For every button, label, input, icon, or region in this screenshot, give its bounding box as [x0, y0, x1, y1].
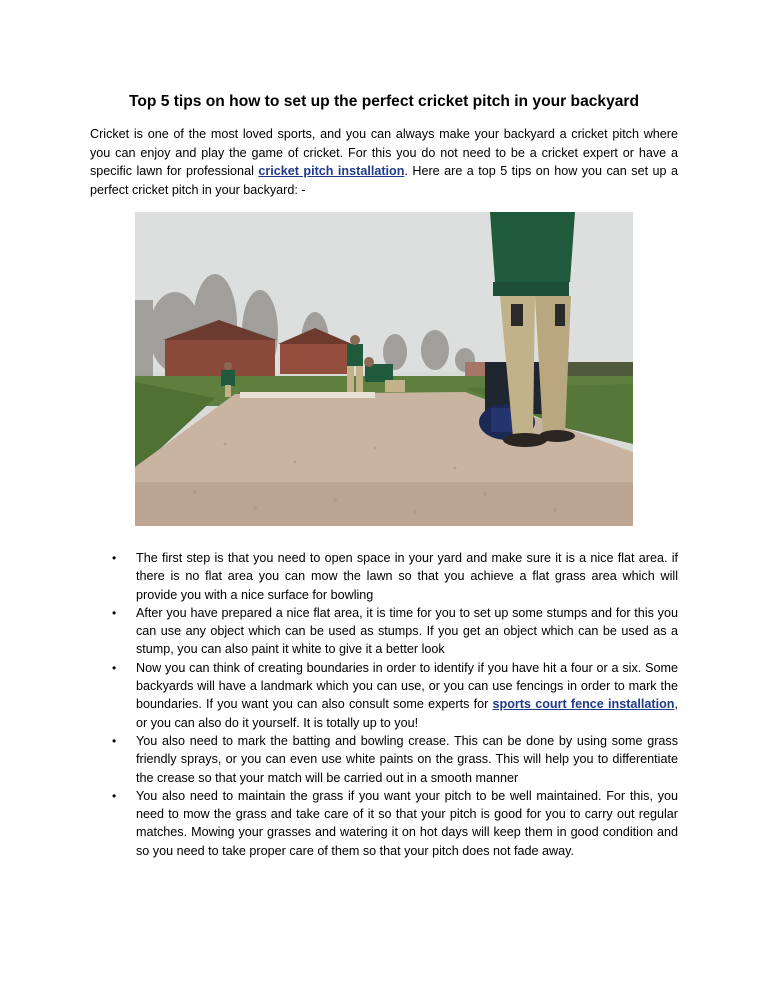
- intro-paragraph: [90, 125, 678, 199]
- cricket-pitch-installation-link[interactable]: cricket pitch installation: [258, 164, 405, 179]
- tip-text-after-link: , or you can also do it yourself. It is totally up to you!: [136, 697, 678, 730]
- list-item: [90, 604, 678, 659]
- list-item: [90, 549, 678, 604]
- tips-list: [90, 549, 678, 860]
- list-item: [90, 732, 678, 787]
- bullet-icon: •: [112, 733, 117, 748]
- list-item: [90, 787, 678, 860]
- intro-text-after-link: . Here are a top 5 tips on how you can set up a perfect cricket pitch in your backyard: -: [90, 164, 678, 197]
- sports-court-fence-installation-link[interactable]: sports court fence installation: [492, 697, 675, 712]
- tip-text-before-link: Now you can think of creating boundaries in order to identify if you have hit a four or a six. Some backyards will have a landmark which you can use, or you can use fencings in order to mark the boundaries. If you want you can also consult some experts for: [136, 660, 678, 712]
- cricket-pitch-photo: [135, 212, 633, 526]
- intro-text-before-link: Cricket is one of the most loved sports, and you can always make your backyard a cricket pitch where you can enjoy and play the game of cricket. For this you do not need to be a cricket expert or have a specific lawn for professional: [90, 127, 678, 179]
- page-title: Top 5 tips on how to set up the perfect cricket pitch in your backyard: [128, 93, 640, 110]
- list-item: [90, 659, 678, 732]
- tip-text: The first step is that you need to open space in your yard and make sure it is a nice flat area. if there is no flat area you can mow the lawn so that you achieve a flat grass area which will provide you with a nice surface for bowling: [136, 551, 678, 602]
- bullet-icon: •: [112, 551, 117, 565]
- bullet-icon: •: [112, 788, 117, 803]
- tip-text: You also need to maintain the grass if you want your pitch to be well maintained. For this, you need to mow the grass and take care of it so that your pitch is good for you to carry out regular matches. Mowing your grasses and watering it on hot days will keep them in good condition and so you need to take proper care of them so that your pitch does not fade away.: [136, 788, 678, 858]
- tip-text: You also need to mark the batting and bowling crease. This can be done by using some grass friendly sprays, or you can even use white paints on the grass. This will help you to differentiate the crease so that your match will be carried out in a smooth manner: [136, 733, 678, 785]
- bullet-icon: •: [112, 605, 117, 620]
- tip-text: After you have prepared a nice flat area, it is time for you to set up some stumps and for this you can use any object which can be used as stumps. If you get an object which can be used as a stump, you can also paint it white to give it a better look: [136, 605, 678, 657]
- bullet-icon: •: [112, 660, 117, 675]
